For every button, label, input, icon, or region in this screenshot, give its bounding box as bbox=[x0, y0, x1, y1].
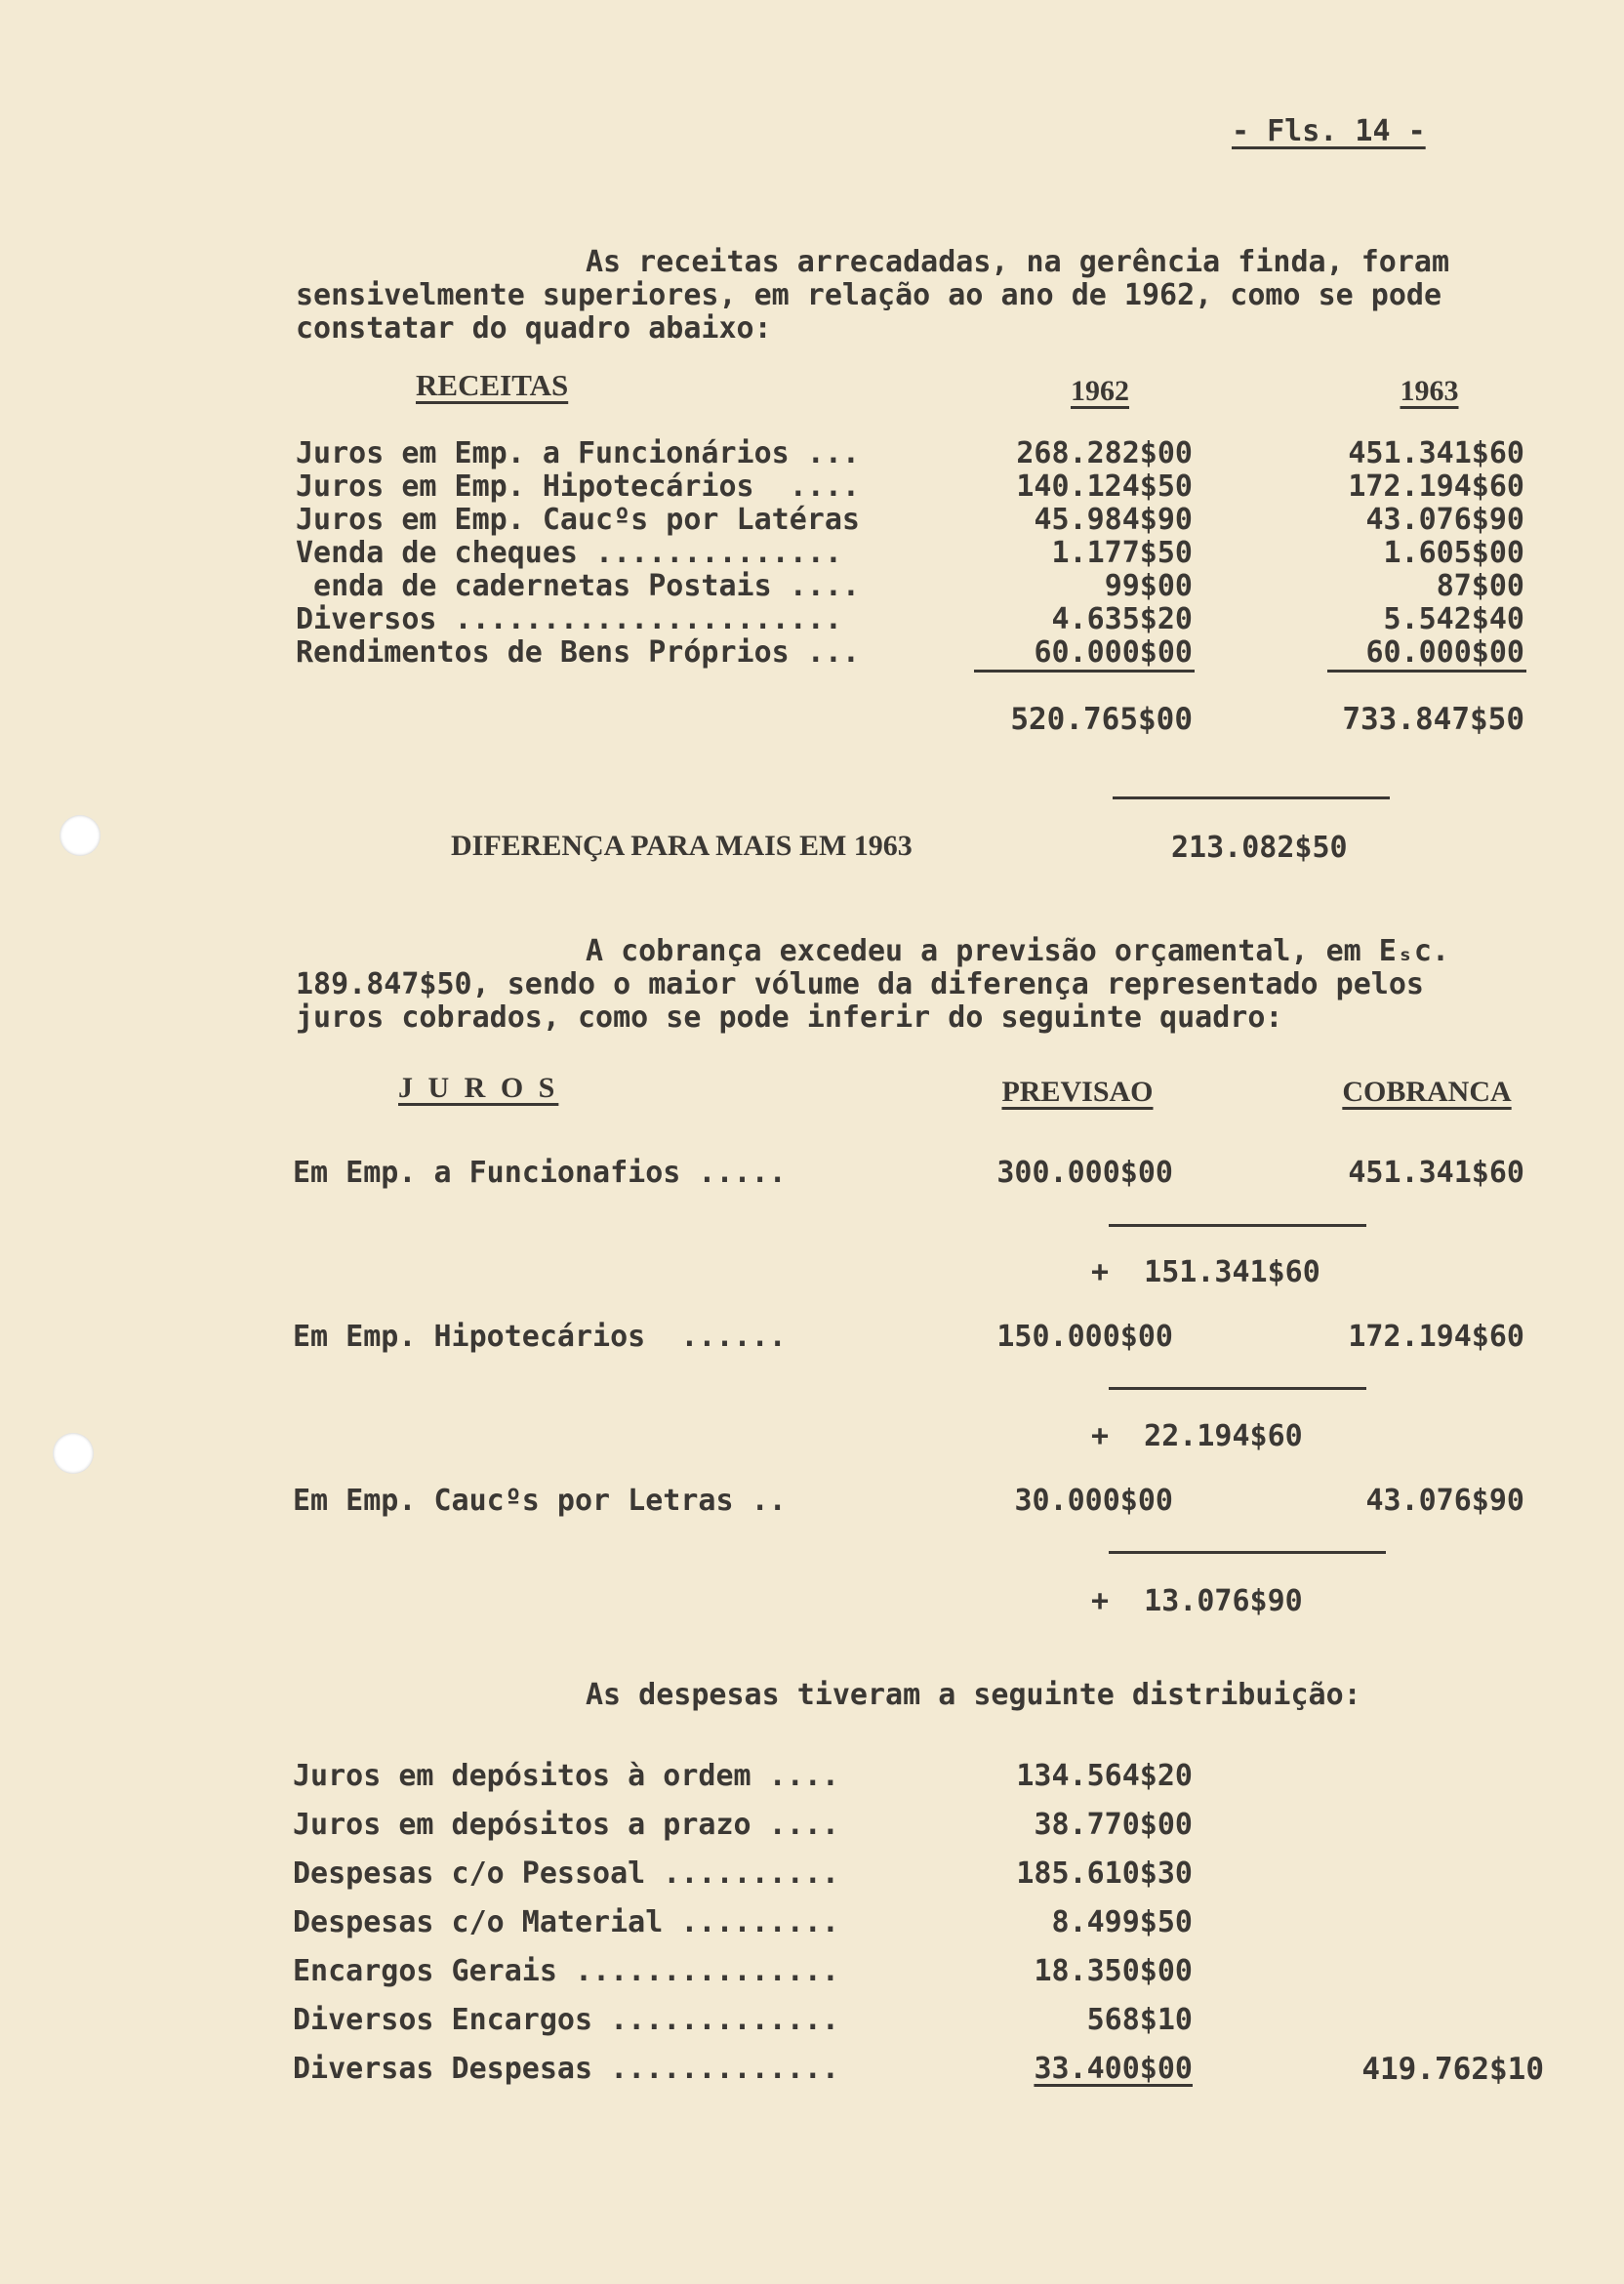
despesas-total: 419.762$10 bbox=[1361, 2052, 1544, 2087]
receitas-row-1963: 172.194$60 bbox=[1348, 469, 1524, 504]
juros-row-diff: + 13.076$90 bbox=[1091, 1584, 1303, 1618]
receitas-total-1963: 733.847$50 bbox=[1342, 702, 1524, 737]
juros-row-diff-rule bbox=[1109, 1551, 1386, 1554]
juros-row-cobranca: 43.076$90 bbox=[1365, 1484, 1524, 1518]
receitas-1962-sum-rule bbox=[974, 670, 1195, 673]
receitas-header: RECEITAS bbox=[416, 368, 569, 402]
juros-col-previsao: PREVISAO bbox=[1001, 1076, 1154, 1108]
punch-hole-bottom bbox=[53, 1433, 94, 1474]
despesas-row-value: 33.400$00 bbox=[1034, 2052, 1193, 2086]
receitas-row-1962: 4.635$20 bbox=[1051, 602, 1193, 636]
despesas-intro: As despesas tiveram a seguinte distribuição: bbox=[586, 1678, 1361, 1712]
receitas-row-1962: 99$00 bbox=[1104, 569, 1193, 603]
despesas-row-value: 568$10 bbox=[1086, 2003, 1193, 2037]
despesas-row-value: 8.499$50 bbox=[1051, 1905, 1193, 1939]
despesas-row-label: Despesas c/o Pessoal .......... bbox=[293, 1856, 839, 1891]
receitas-row-label: Juros em Emp. Caucºs por Latéras bbox=[296, 503, 860, 537]
receitas-row-1962: 1.177$50 bbox=[1051, 536, 1193, 570]
receitas-row-1963: 5.542$40 bbox=[1383, 602, 1524, 636]
despesas-row-label: Diversos Encargos ............. bbox=[293, 2003, 839, 2037]
juros-row-diff: + 151.341$60 bbox=[1091, 1255, 1320, 1289]
receitas-row-1962: 45.984$90 bbox=[1034, 503, 1193, 537]
juros-row-cobranca: 172.194$60 bbox=[1348, 1320, 1524, 1354]
receitas-row-label: Rendimentos de Bens Próprios ... bbox=[296, 635, 860, 670]
intro-line-1: As receitas arrecadadas, na gerência finda, foram bbox=[586, 245, 1450, 279]
cobranca-line-3: juros cobrados, como se pode inferir do seguinte quadro: bbox=[296, 1000, 1283, 1035]
despesas-row-label: Encargos Gerais ............... bbox=[293, 1954, 839, 1988]
receitas-row-1963: 87$00 bbox=[1436, 569, 1524, 603]
receitas-row-1963: 43.076$90 bbox=[1365, 503, 1524, 537]
intro-line-3: constatar do quadro abaixo: bbox=[296, 311, 772, 346]
receitas-row-label: Venda de cheques .............. bbox=[296, 536, 842, 570]
juros-row-previsao: 150.000$00 bbox=[996, 1320, 1173, 1354]
juros-header: J U R O S bbox=[398, 1072, 559, 1104]
receitas-1963-sum-rule bbox=[1327, 670, 1526, 673]
receitas-row-label: enda de cadernetas Postais .... bbox=[296, 569, 860, 603]
despesas-row-value: 134.564$20 bbox=[1016, 1759, 1193, 1793]
difference-value: 213.082$50 bbox=[1171, 831, 1348, 865]
receitas-row-1962: 140.124$50 bbox=[1016, 469, 1193, 504]
receitas-total-1962: 520.765$00 bbox=[1010, 702, 1193, 737]
receitas-year-1963: 1963 bbox=[1400, 375, 1459, 407]
intro-line-2: sensivelmente superiores, em relação ao ano de 1962, como se pode bbox=[296, 278, 1441, 312]
receitas-row-label: Juros em Emp. a Funcionários ... bbox=[296, 436, 860, 470]
juros-row-cobranca: 451.341$60 bbox=[1348, 1156, 1524, 1190]
juros-row-label: Em Emp. Hipotecários ...... bbox=[293, 1320, 787, 1354]
receitas-row-1962: 60.000$00 bbox=[1034, 635, 1193, 670]
despesas-row-label: Diversas Despesas ............. bbox=[293, 2052, 839, 2086]
receitas-row-1963: 60.000$00 bbox=[1365, 635, 1524, 670]
juros-row-diff-rule bbox=[1109, 1224, 1366, 1227]
difference-label: DIFERENÇA PARA MAIS EM 1963 bbox=[451, 830, 913, 862]
despesas-row-value: 18.350$00 bbox=[1034, 1954, 1193, 1988]
juros-row-diff-rule bbox=[1109, 1387, 1366, 1390]
juros-row-label: Em Emp. a Funcionafios ..... bbox=[293, 1156, 787, 1190]
juros-row-label: Em Emp. Caucºs por Letras .. bbox=[293, 1484, 787, 1518]
juros-row-previsao: 30.000$00 bbox=[1014, 1484, 1173, 1518]
juros-col-cobranca: COBRANCA bbox=[1342, 1076, 1512, 1108]
despesas-row-value: 185.610$30 bbox=[1016, 1856, 1193, 1891]
receitas-row-label: Juros em Emp. Hipotecários .... bbox=[296, 469, 860, 504]
receitas-row-1963: 451.341$60 bbox=[1348, 436, 1524, 470]
despesas-row-label: Despesas c/o Material ......... bbox=[293, 1905, 839, 1939]
difference-rule bbox=[1113, 796, 1390, 799]
cobranca-line-2: 189.847$50, sendo o maior vólume da diferença representado pelos bbox=[296, 967, 1424, 1001]
punch-hole-top bbox=[60, 815, 101, 856]
despesas-row-label: Juros em depósitos à ordem .... bbox=[293, 1759, 839, 1793]
despesas-row-label: Juros em depósitos a prazo .... bbox=[293, 1808, 839, 1842]
cobranca-line-1: A cobrança excedeu a previsão orçamental, em Eₛc. bbox=[586, 934, 1450, 968]
juros-row-previsao: 300.000$00 bbox=[996, 1156, 1173, 1190]
juros-row-diff: + 22.194$60 bbox=[1091, 1419, 1303, 1453]
receitas-row-1963: 1.605$00 bbox=[1383, 536, 1524, 570]
page-number: - Fls. 14 - bbox=[1232, 114, 1426, 148]
despesas-row-value: 38.770$00 bbox=[1034, 1808, 1193, 1842]
receitas-row-label: Diversos ...................... bbox=[296, 602, 842, 636]
receitas-year-1962: 1962 bbox=[1071, 375, 1129, 407]
receitas-row-1962: 268.282$00 bbox=[1016, 436, 1193, 470]
